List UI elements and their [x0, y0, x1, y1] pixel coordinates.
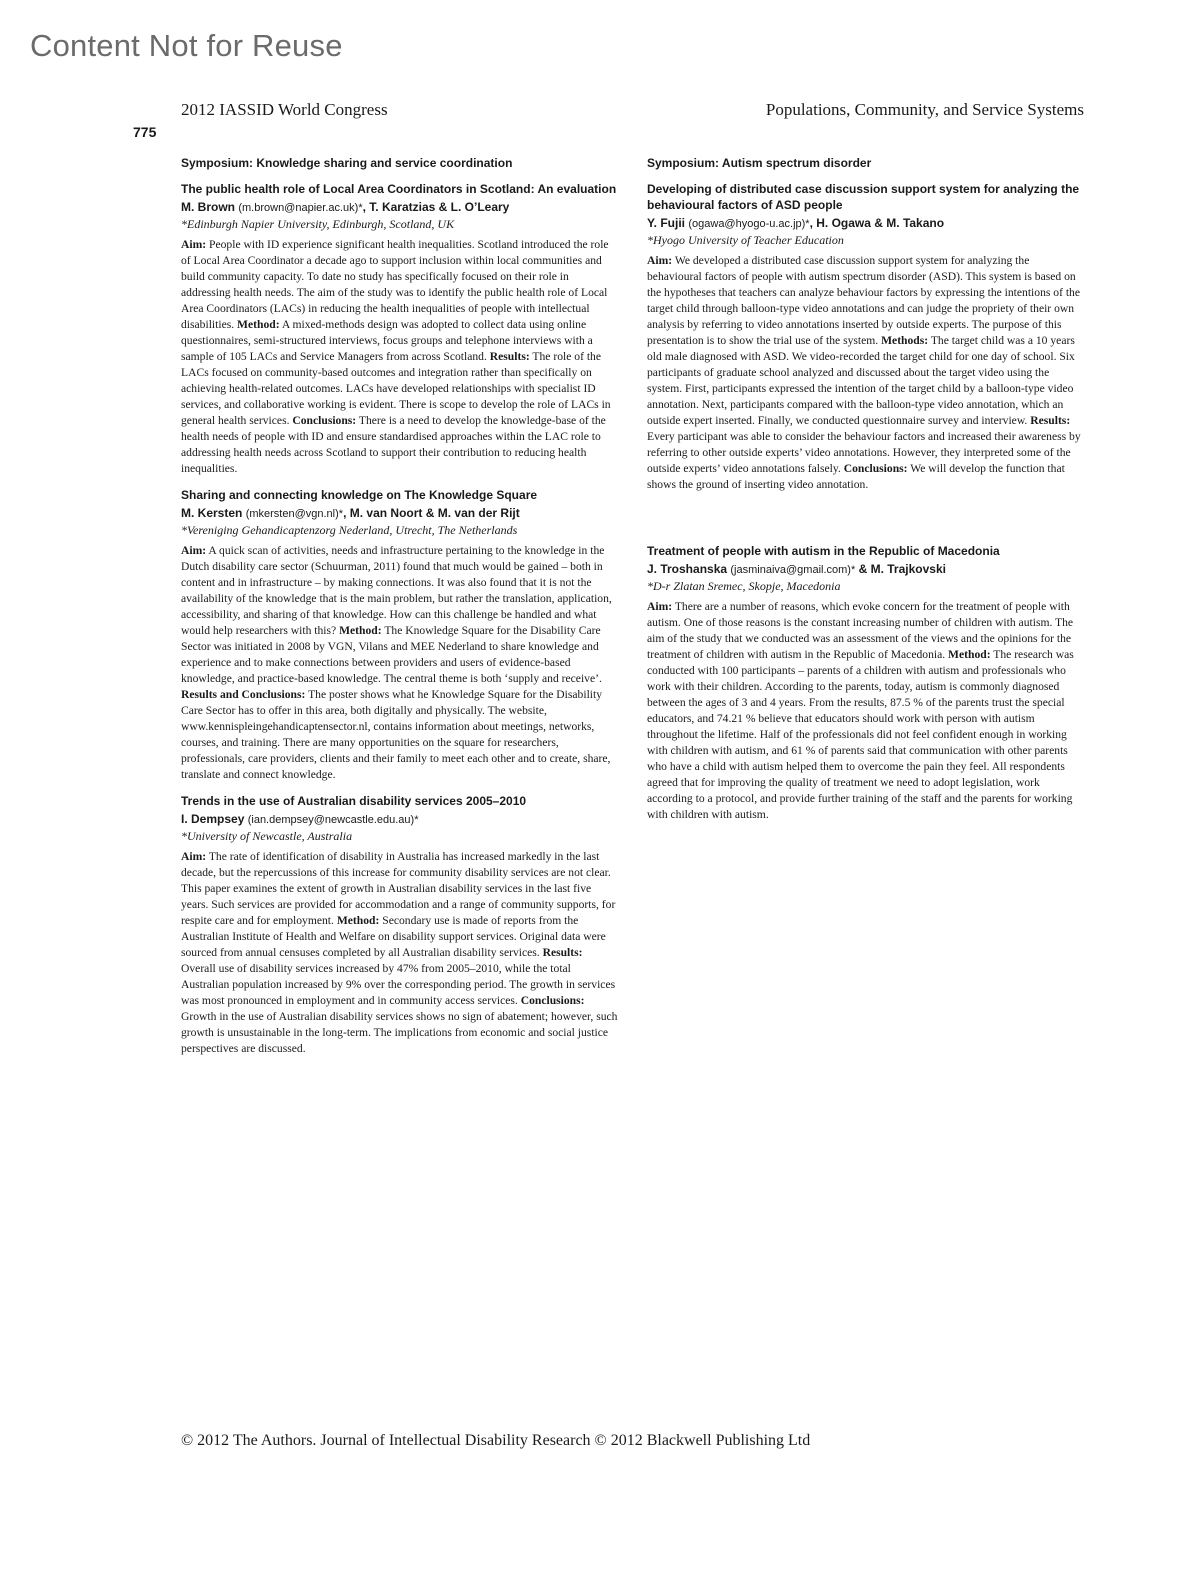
section-label: Results:	[489, 350, 530, 363]
author-email: (ian.dempsey@newcastle.edu.au)*	[247, 814, 419, 826]
abstract-authors	[181, 505, 619, 523]
abstract-authors	[647, 561, 1085, 579]
affiliation: *D-r Zlatan Sremec, Skopje, Macedonia	[647, 579, 841, 593]
section-text: There are a number of reasons, which evoke concern for the treatment of people with autism. One of those reasons is the constant increasing number of children with autism. The aim of the study that we conducted was an assessment of the views and the opinions for the treatment of children with autism in the Republic of Macedonia.	[647, 600, 1074, 661]
right-column	[647, 156, 1085, 833]
section-text: The research was conducted with 100 participants – parents of a children with autism and professionals who work with their children. According to the parents, today, autism is commonly diagnosed between the ages of 3 and 4 years. From the results, 87.5 % of the parents trust the special educators, and 74.21 % believe that educators should work with person with autism throughout the lifetime. Half of the professionals did not feel confident enough in working with children with autism, and 61 % of parents said that communication with other parents who have a child with autism helped them to overcome the pain they feel. All respondents agreed that for improving the quality of treatment we need to adopt legislation, work according to a protocol, and provide further training of the staff and the parents for working with children with autism.	[647, 648, 1074, 821]
section-label: Method:	[339, 624, 382, 637]
co-authors: , T. Karatzias & L. O’Leary	[362, 200, 510, 214]
section-text: The target child was a 10 years old male diagnosed with ASD. We video-recorded the target child for one day of school. Six participants of graduate school analyzed and discussed about the target video using the system. First, participants expressed the intention of the target child by a balloon-type video annotation. Next, participants compared with the balloon-type video annotation, which an outside expert inserted. Finally, we conducted questionnaire survey and interview.	[647, 334, 1075, 427]
abstract-body	[181, 849, 619, 1057]
section-text: We developed a distributed case discussion support system for analyzing the behavioural factors of people with autism spectrum disorder (ASD). This system is based on the hypotheses that teachers can analyze behaviour factors by expressing the intentions of the target child through balloon-type video annotations and can judge the propriety of their own analysis by referring to video annotations inserted by outside experts. The purpose of this presentation is to show the trial use of the system.	[647, 254, 1081, 347]
section-label: Conclusions:	[520, 994, 585, 1007]
abstract-authors	[181, 811, 619, 829]
section-text: A quick scan of activities, needs and infrastructure pertaining to the knowledge in the Dutch disability care sector (Schuurman, 2011) found that much would be gained – both in content and in infrastructure – by making connections. It was also found that it is not the availability of the knowledge that is the main problem, but rather the translation, application, accessibility, and sharing of that knowledge. How can this challenge be handled and what would help researchers with this?	[181, 544, 612, 637]
co-authors: , M. van Noort & M. van der Rijt	[343, 506, 520, 520]
running-header-left: 2012 IASSID World Congress	[181, 100, 388, 119]
section-label: Aim:	[647, 254, 673, 267]
author-email: (jasminaiva@gmail.com)*	[730, 564, 856, 576]
abstract-title: Sharing and connecting knowledge on The Knowledge Square	[181, 488, 538, 502]
section-label: Results:	[1030, 414, 1071, 427]
affiliation: *University of Newcastle, Australia	[181, 829, 353, 843]
section-label: Results and Conclusions:	[181, 688, 306, 701]
abstract-body	[647, 599, 1085, 823]
abstract	[647, 181, 1085, 493]
page-number: 775	[133, 124, 157, 140]
section-text: People with ID experience significant health inequalities. Scotland introduced the role of Local Area Coordinator a decade ago to support inclusion within local communities and build community capacity. To date no study has specifically focused on their role in addressing health needs. The aim of the study was to identify the public health role of Local Area Coordinators (LACs) in reducing the health inequalities of people with intellectual disabilities.	[181, 238, 609, 331]
section-label: Methods:	[881, 334, 929, 347]
author-email: (ogawa@hyogo-u.ac.jp)*	[688, 218, 810, 230]
section-text: A mixed-methods design was adopted to collect data using online questionnaires, semi-structured interviews, focus groups and telephone interviews with a sample of 105 LACs and Service Managers from across Scotland.	[181, 318, 593, 363]
lead-author: J. Troshanska	[647, 562, 728, 576]
abstract-title: Trends in the use of Australian disability services 2005–2010	[181, 794, 527, 808]
section-label: Aim:	[181, 238, 207, 251]
affiliation: *Edinburgh Napier University, Edinburgh, Scotland, UK	[181, 217, 455, 231]
section-label: Aim:	[647, 600, 673, 613]
lead-author: Y. Fujii	[647, 216, 686, 230]
abstract-body	[647, 253, 1085, 493]
left-column	[181, 156, 619, 1067]
running-header-right: Populations, Community, and Service Systems	[765, 100, 1084, 119]
copyright-footer: © 2012 The Authors. Journal of Intellectual Disability Research © 2012 Blackwell Publishing Ltd	[181, 1432, 811, 1449]
abstract-authors	[647, 215, 1085, 233]
abstract-authors	[181, 199, 619, 217]
section-text: The poster shows what he Knowledge Square for the Disability Care Sector has to offer in this area, both digitally and physically. The website, www.kennispleingehandicaptensector.nl, contains information about meetings, networks, courses, and training. There are many opportunities on the square for researchers, professionals, care providers, clients and their family to meet each other and to create, share, translate and connect knowledge.	[181, 688, 611, 781]
lead-author: M. Brown	[181, 200, 235, 214]
author-email: (m.brown@napier.ac.uk)*	[238, 202, 363, 214]
section-text: Every participant was able to consider the behaviour factors and increased their awareness by referring to other outside experts’ video annotations. However, they interpreted some of the outside experts’ video annotations falsely.	[647, 430, 1081, 475]
section-label: Aim:	[181, 850, 207, 863]
lead-author: I. Dempsey	[181, 812, 245, 826]
abstract-title: Developing of distributed case discussion support system for analyzing the behavioural factors of ASD people	[647, 182, 1080, 212]
spacer	[647, 503, 1085, 543]
section-label: Conclusions:	[292, 414, 357, 427]
section-text: The rate of identification of disability in Australia has increased markedly in the last decade, but the repercussions of this increase for community disability services are not clear. This paper examines the extent of growth in Australian disability services in the last five years. Such services are provided for accommodation and a range of community supports, for respite care and for employment.	[181, 850, 616, 927]
affiliation: *Hyogo University of Teacher Education	[647, 233, 844, 247]
section-text: There is a need to develop the knowledge-base of the health needs of people with ID and ensure standardised approaches within the LAC role to addressing health needs across Scotland to support their contribution to reducing health inequalities.	[181, 414, 606, 475]
co-authors: & M. Trajkovski	[855, 562, 946, 576]
section-label: Method:	[948, 648, 991, 661]
section-text: Secondary use is made of reports from the Australian Institute of Health and Welfare on disability support services. Original data were sourced from annual censuses completed by all Australian disability services.	[181, 914, 606, 959]
section-label: Results:	[542, 946, 583, 959]
abstract	[181, 487, 619, 783]
section-label: Conclusions:	[843, 462, 908, 475]
section-label: Method:	[237, 318, 280, 331]
abstract-title: The public health role of Local Area Coordinators in Scotland: An evaluation	[181, 182, 617, 196]
abstract-title: Treatment of people with autism in the Republic of Macedonia	[647, 544, 1000, 558]
co-authors: , H. Ogawa & M. Takano	[809, 216, 945, 230]
abstract	[181, 793, 619, 1057]
section-label: Aim:	[181, 544, 207, 557]
abstract	[181, 181, 619, 477]
symposium-heading: Symposium: Knowledge sharing and service coordination	[181, 156, 513, 170]
abstract-body	[181, 543, 619, 783]
section-text: The role of the LACs focused on community-based outcomes and integration rather than specifically on achieving health-related outcomes. LACs have developed relationships with specialist ID services, and collaborative working is evident. There is scope to develop the role of LACs in general health services.	[181, 350, 611, 427]
section-text: Overall use of disability services increased by 47% from 2005–2010, while the total Australian population increased by 9% over the corresponding period. The growth in services was most pronounced in employment and in community access services.	[181, 962, 616, 1007]
abstract-body	[181, 237, 619, 477]
watermark-text: Content Not for Reuse	[30, 28, 343, 63]
affiliation: *Vereniging Gehandicaptenzorg Nederland, Utrecht, The Netherlands	[181, 523, 518, 537]
section-text: We will develop the function that shows the ground of inserting video annotation.	[647, 462, 1065, 491]
section-label: Method:	[336, 914, 380, 927]
author-email: (mkersten@vgn.nl)*	[245, 508, 344, 520]
section-text: Growth in the use of Australian disability services shows no sign of abatement; however, such growth is unsustainable in the long-term. The implications from economic and social justice perspectives are discussed.	[181, 1010, 618, 1055]
lead-author: M. Kersten	[181, 506, 243, 520]
symposium-heading: Symposium: Autism spectrum disorder	[647, 156, 872, 170]
abstract	[647, 543, 1085, 823]
section-text: The Knowledge Square for the Disability Care Sector was initiated in 2008 by VGN, Vilans and MEE Nederland to share knowledge and experience and to make connections between providers and users of evidence-based knowledge, and practice-based knowledge. The central theme is both ‘supply and receive’.	[181, 624, 602, 685]
